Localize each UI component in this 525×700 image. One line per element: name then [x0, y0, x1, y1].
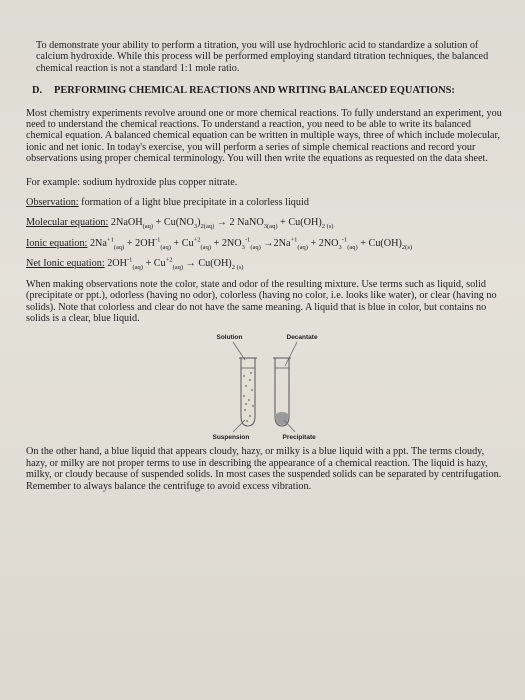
net-ionic-label: Net Ionic equation: — [26, 258, 105, 270]
solution-leader-line — [233, 342, 245, 360]
ionic-equation-line — [26, 238, 503, 249]
section-title: PERFORMING CHEMICAL REACTIONS AND WRITING BALANCED EQUATIONS: — [54, 85, 455, 97]
body-paragraph: Most chemistry experiments revolve around one or more chemical reactions. To fully understand an experiment, you need to understand the chemical reactions. To understand a reaction, you need to be able to write its balanced chemical equation. A balanced chemical equation can be written in multiple ways, three of which include molecular, ionic and net ionic. In today's exercise, you will perform a series of simple chemical reactions and record your observations using proper chemical terminology. You will then write the equations as requested on the data sheet. — [26, 107, 502, 165]
precipitate-tube-icon — [273, 358, 291, 426]
solution-label: Solution — [216, 334, 243, 342]
intro-paragraph: To demonstrate your ability to perform a titration, you will use hydrochloric acid to standardize a solution of calcium hydroxide. While this process will be performed employing standard titration techniques, the balanced chemical reaction is not a standard 1:1 mole ratio. — [36, 40, 489, 74]
decantate-label: Decantate — [286, 334, 318, 342]
molecular-equation-line — [26, 217, 503, 231]
test-tube-figure — [165, 330, 365, 442]
observation-text: formation of a light blue precipitate in a colorless liquid — [81, 197, 309, 209]
suspension-label: Suspension — [212, 434, 250, 442]
net-ionic-equation-line — [26, 256, 503, 272]
decantate-leader-line — [285, 342, 297, 366]
example-line: For example: sodium hydroxide plus copper nitrate. — [26, 176, 238, 188]
ionic-label: Ionic equation: — [26, 237, 88, 249]
closing-paragraph: On the other hand, a blue liquid that appears cloudy, hazy, or milky is a blue liquid with a ppt. The terms cloudy, hazy, or milky are not proper terms to use in describing the appearance of a chemical reaction. The liquid is hazy, milky, or cloudy because of suspended solids. In most cases the suspended solids can be separated by centrifugation. Remember to always balance the centrifuge to avoid excess vibration. — [26, 446, 502, 492]
precipitate-label: Precipitate — [282, 434, 316, 442]
reaction-arrow: → — [216, 217, 227, 229]
net-ionic-equation: $2OH^{-1}_{(aq)} + Cu^{+2}_{(aq)} \to Cu(OH)_{2 (s)}$ — [107, 256, 244, 272]
suspension-tube-icon — [239, 358, 257, 426]
observations-note-paragraph: When making observations note the color, state and odor of the resulting mixture. Use terms such as liquid, solid (precipitate or ppt.), odorless (having no odor), colorless (having no color, i.e. looks like water), or clear (having no solids). Note that colorless and clear do not have the same meaning. A liquid that is blue in color, but contains no solids is a clear, blue liquid. — [26, 278, 497, 324]
reaction-arrow: → — [185, 258, 196, 270]
observation-label: Observation: — [26, 197, 79, 209]
molecular-equation: 2NaOH$_{(aq)}$ + $Cu(NO_3)_{2(aq)} \to 2$ NaNO$_{3(aq)}$ + $Cu(OH)_{2 (s)}$ — [110, 217, 334, 231]
ionic-equation: $2Na^{+1}_{(aq)} + 2OH^{-1}_{(aq)} + Cu^{+2}_{(aq)} + 2NO_3^{-1}_{(aq)} \to 2Na^{+1}_{(aq)} + 2NO_3^{-1}_{(aq)} + Cu(OH)_{2(s)}$ — [89, 236, 413, 251]
section-letter: D. — [32, 85, 43, 97]
molecular-label: Molecular equation: — [26, 217, 109, 229]
test-tube-diagram — [165, 330, 365, 442]
precipitate-leader-line — [284, 420, 295, 432]
observation-line — [26, 197, 503, 208]
reaction-arrow: → — [263, 237, 274, 249]
section-heading — [26, 85, 503, 96]
suspension-leader-line — [233, 420, 245, 432]
